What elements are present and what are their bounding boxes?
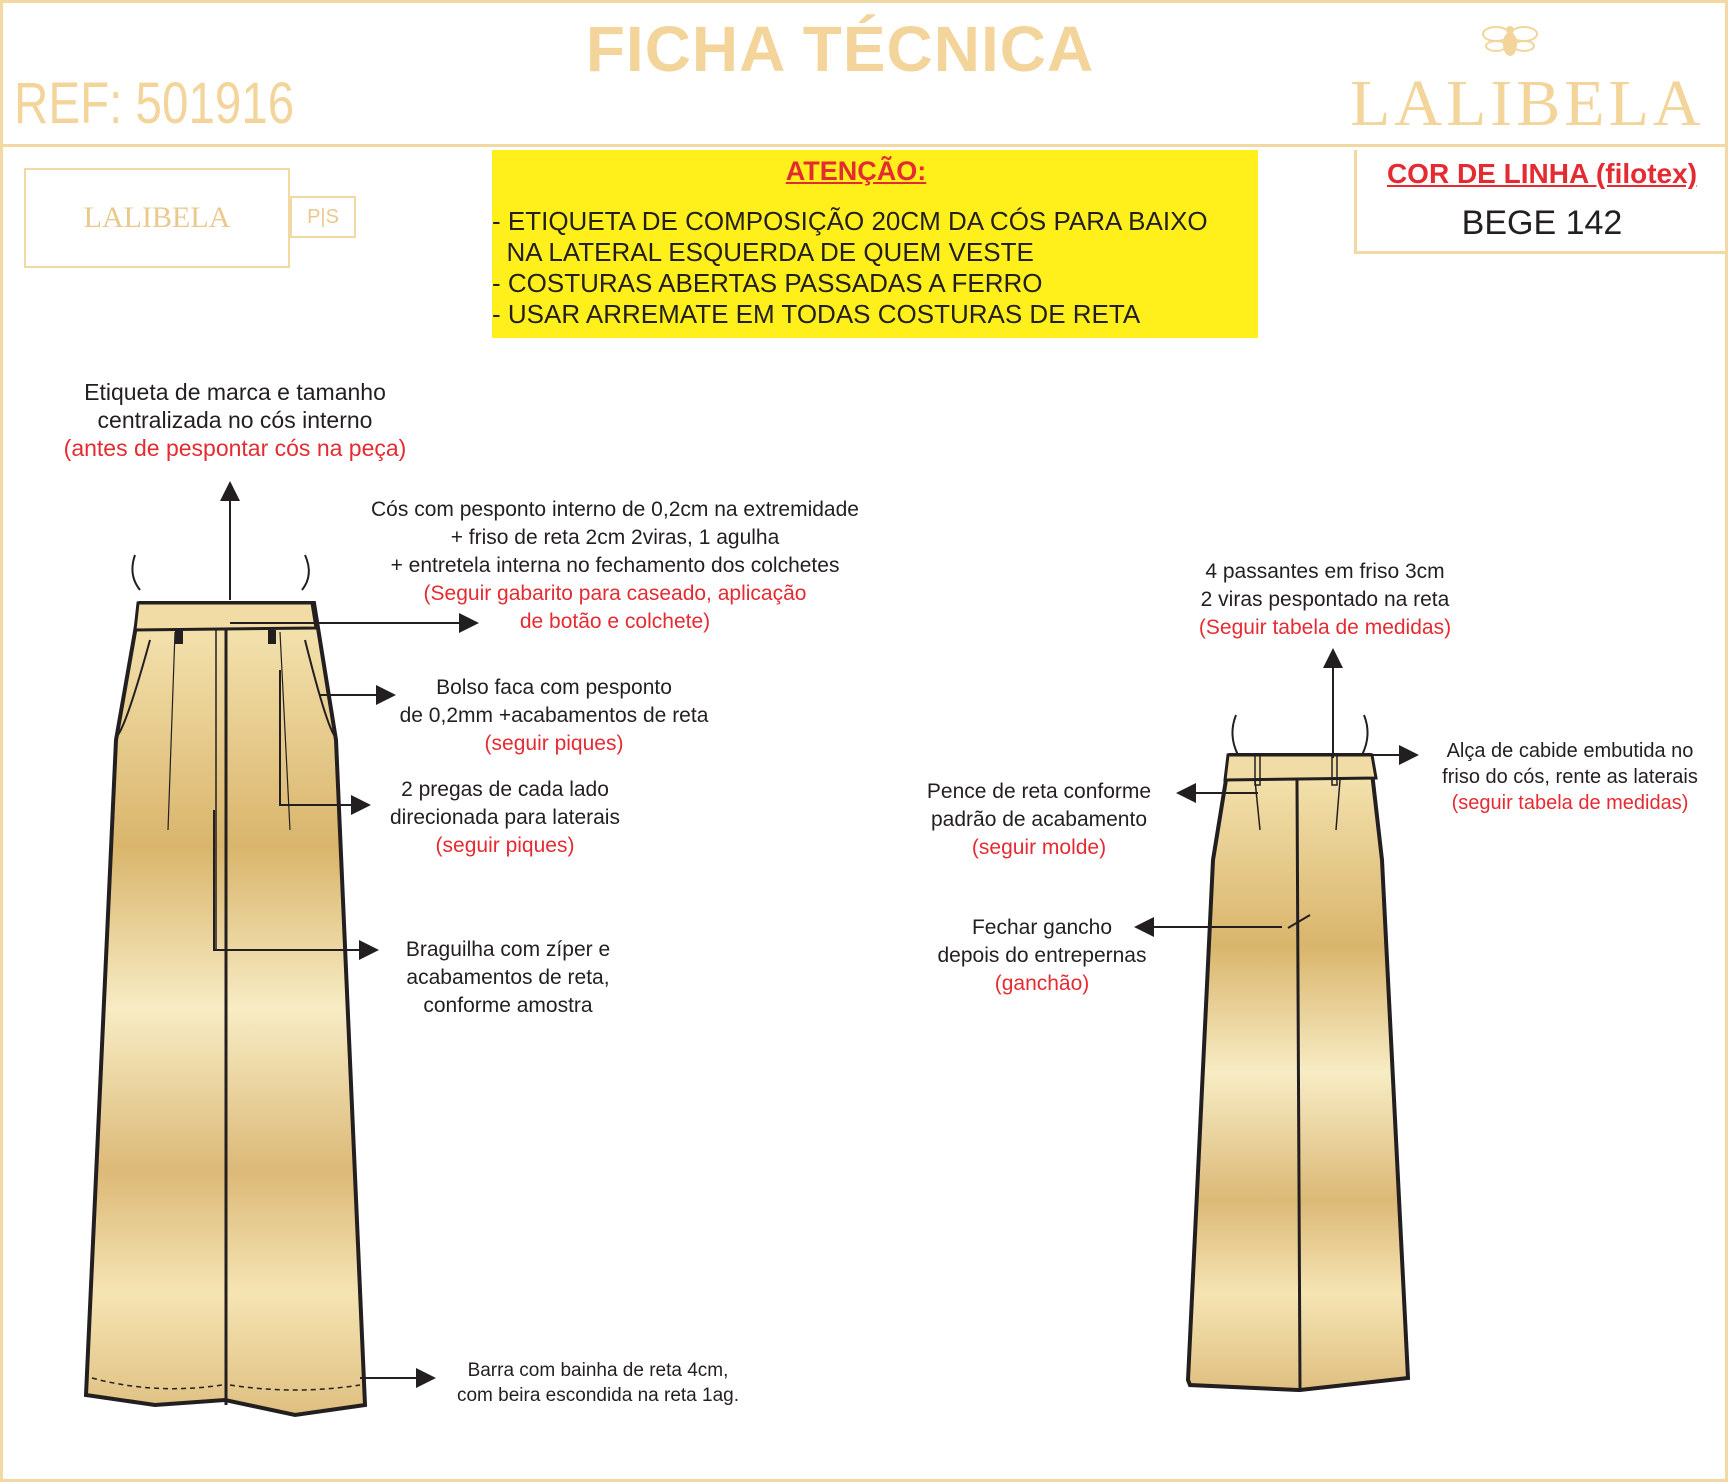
note-line: Pence de reta conforme — [926, 780, 1152, 803]
note-red: (Seguir tabela de medidas) — [1198, 616, 1452, 639]
note-line: Cós com pesponto interno de 0,2cm na extremidade — [371, 498, 859, 521]
note-hanger-loop — [1418, 738, 1722, 816]
note-waistband — [310, 496, 920, 636]
page-title: FICHA TÉCNICA — [585, 13, 1095, 85]
note-line: Etiqueta de marca e tamanho — [84, 379, 386, 405]
thread-color-value: BEGE 142 — [1461, 204, 1623, 242]
note-hem — [430, 1358, 766, 1408]
note-line: acabamentos de reta, — [406, 966, 610, 989]
note-red: (ganchão) — [994, 972, 1090, 995]
attention-title: ATENÇÃO: — [785, 156, 927, 186]
attention-item: NA LATERAL ESQUERDA DE QUEM VESTE — [492, 237, 1034, 267]
note-line: friso do cós, rente as laterais — [1442, 766, 1698, 788]
note-line: Barra com bainha de reta 4cm, — [467, 1360, 729, 1381]
note-line: 4 passantes em friso 3cm — [1205, 560, 1445, 583]
attention-item: - COSTURAS ABERTAS PASSADAS A FERRO — [492, 268, 1043, 298]
brand-logo: LALIBELA — [1350, 67, 1705, 140]
note-red: (seguir piques) — [484, 732, 624, 755]
note-pocket — [360, 674, 748, 758]
note-loops — [1160, 558, 1490, 642]
note-red: (Seguir gabarito para caseado, aplicação — [423, 582, 807, 605]
note-line: conforme amostra — [423, 994, 593, 1017]
note-crotch — [912, 914, 1172, 998]
note-red: de botão e colchete) — [519, 610, 711, 633]
note-line: Braguilha com zíper e — [405, 938, 611, 961]
size-label-sample: P|S — [290, 196, 356, 238]
note-line: padrão de acabamento — [931, 808, 1147, 831]
note-red: (antes de pespontar cós na peça) — [63, 435, 407, 461]
note-line: Bolso faca com pesponto — [436, 676, 672, 699]
front-pants-drawing — [86, 555, 365, 1415]
brand-label-sample: LALIBELA — [24, 168, 290, 268]
note-darts — [900, 778, 1178, 862]
reference-code: REF: 501916 — [14, 71, 295, 136]
note-line: Alça de cabide embutida no — [1446, 740, 1694, 762]
note-line: 2 viras pespontado na reta — [1200, 588, 1450, 611]
note-line: + entretela interna no fechamento dos colchetes — [390, 554, 840, 577]
note-line: Fechar gancho — [971, 916, 1113, 939]
thread-color-title: COR DE LINHA (filotex) — [1386, 158, 1698, 189]
note-label-tag — [30, 378, 440, 462]
note-line: com beira escondida na reta 1ag. — [456, 1385, 739, 1406]
note-line: direcionada para laterais — [390, 806, 620, 829]
note-line: 2 pregas de cada lado — [401, 778, 609, 801]
back-pants-drawing — [1188, 715, 1408, 1390]
note-line: de 0,2mm +acabamentos de reta — [399, 704, 709, 727]
attention-item: - USAR ARREMATE EM TODAS COSTURAS DE RETA — [492, 299, 1141, 329]
attention-item: - ETIQUETA DE COMPOSIÇÃO 20CM DA CÓS PARA BAIXO — [492, 206, 1208, 236]
note-red: (seguir tabela de medidas) — [1451, 792, 1689, 814]
note-pleats — [360, 776, 650, 860]
note-fly — [380, 936, 636, 1020]
note-line: + friso de reta 2cm 2viras, 1 agulha — [450, 526, 780, 549]
note-red: (seguir molde) — [971, 836, 1107, 859]
note-line: centralizada no cós interno — [97, 407, 373, 433]
note-line: depois do entrepernas — [937, 944, 1147, 967]
note-red: (seguir piques) — [435, 834, 575, 857]
